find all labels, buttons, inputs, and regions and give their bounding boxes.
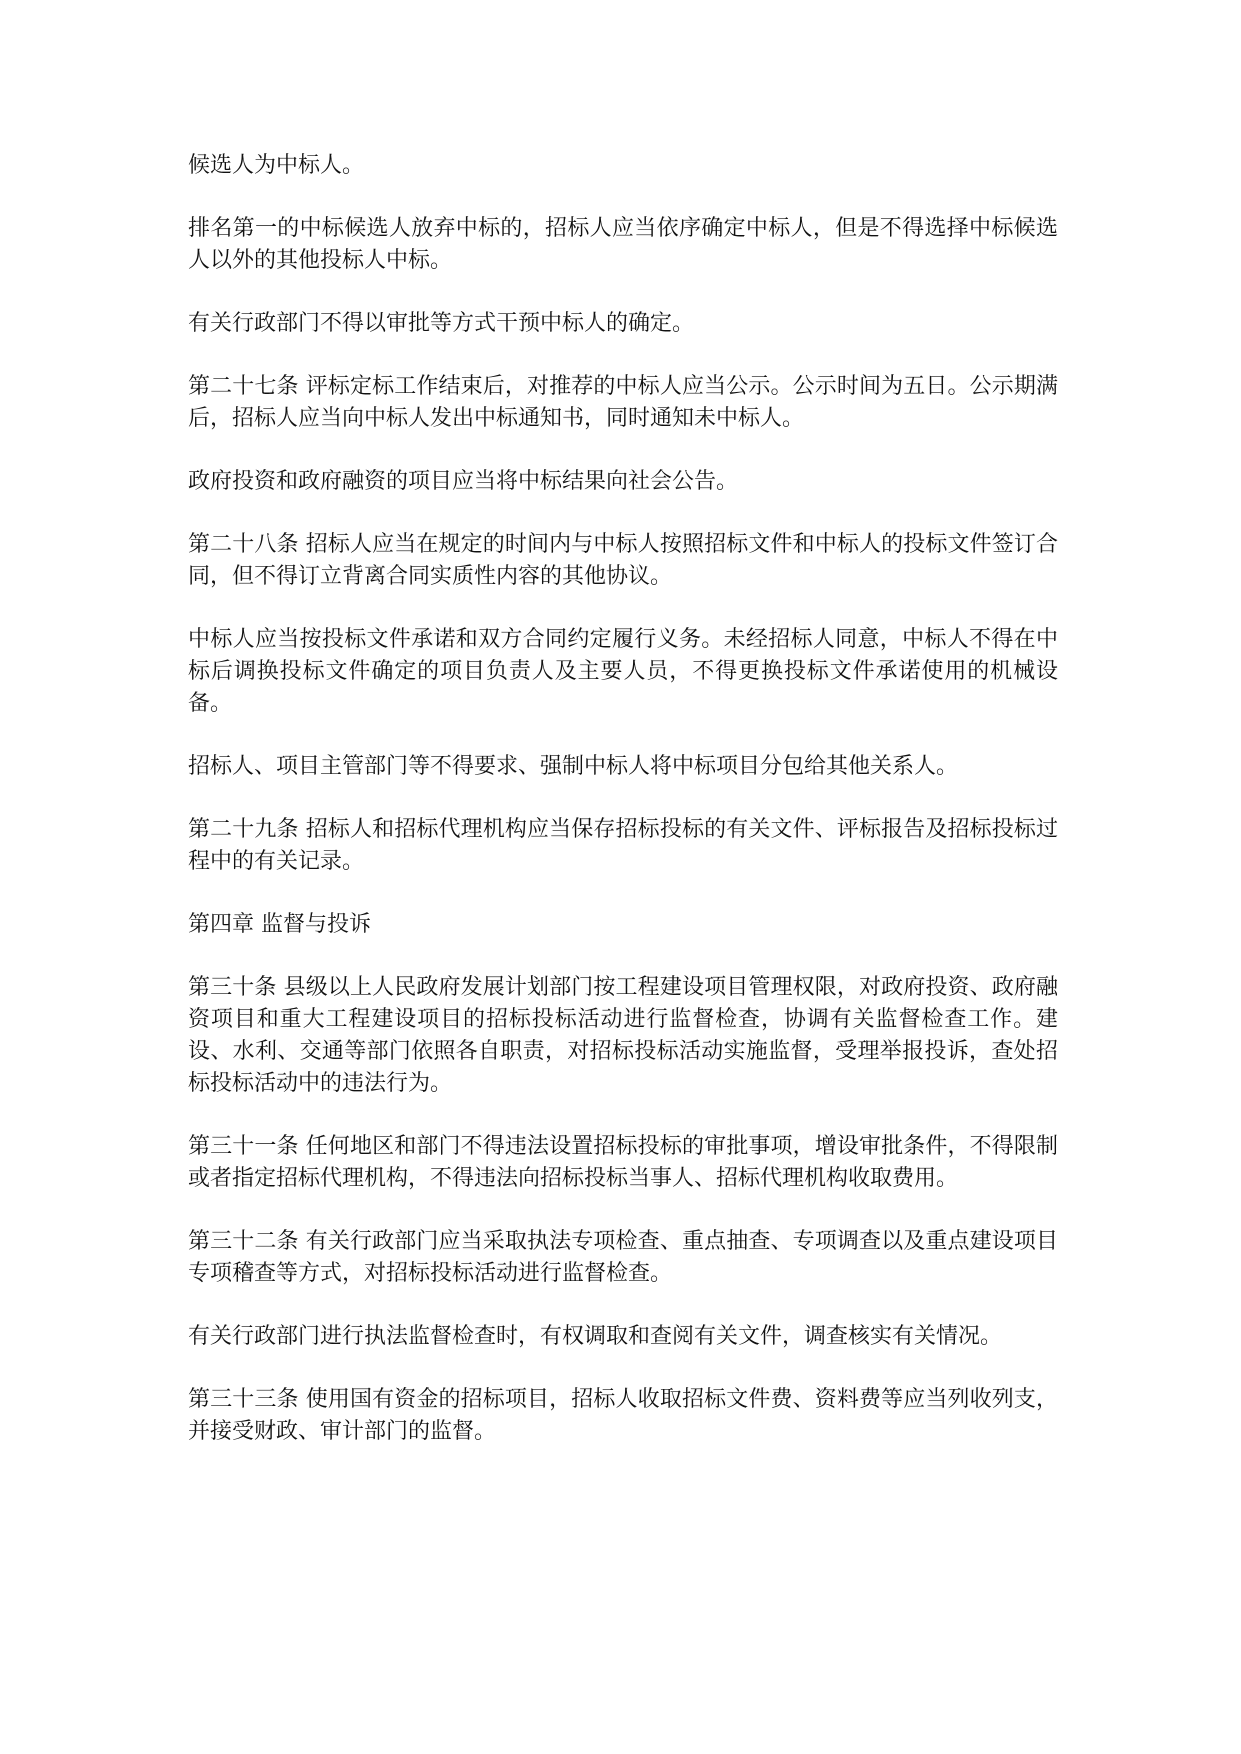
article-31: 第三十一条 任何地区和部门不得违法设置招标投标的审批事项，增设审批条件，不得限制或者指定招标代理机构，不得违法向招标投标当事人、招标代理机构收取费用。: [188, 1134, 1058, 1191]
paragraph-3: 有关行政部门不得以审批等方式干预中标人的确定。: [188, 311, 695, 336]
article-27: 第二十七条 评标定标工作结束后，对推荐的中标人应当公示。公示时间为五日。公示期满后，招标人应当向中标人发出中标通知书，同时通知未中标人。: [188, 374, 1058, 431]
paragraph-7: 中标人应当按投标文件承诺和双方合同约定履行义务。未经招标人同意，中标人不得在中标后调换投标文件确定的项目负责人及主要人员，不得更换投标文件承诺使用的机械设备。: [188, 627, 1058, 716]
paragraph-14: 有关行政部门进行执法监督检查时，有权调取和查阅有关文件，调查核实有关情况。: [188, 1324, 1003, 1349]
article-32: 第三十二条 有关行政部门应当采取执法专项检查、重点抽查、专项调查以及重点建设项目专项稽查等方式，对招标投标活动进行监督检查。: [188, 1229, 1058, 1286]
chapter-4-heading: 第四章 监督与投诉: [188, 912, 371, 937]
paragraph-1: 候选人为中标人。: [188, 153, 365, 178]
article-30: 第三十条 县级以上人民政府发展计划部门按工程建设项目管理权限，对政府投资、政府融资项目和重大工程建设项目的招标投标活动进行监督检查，协调有关监督检查工作。建设、水利、交通等部门依照各自职责，对招标投标活动实施监督，受理举报投诉，查处招标投标活动中的违法行为。: [188, 975, 1058, 1096]
article-33: 第三十三条 使用国有资金的招标项目，招标人收取招标文件费、资料费等应当列收列支，并接受财政、审计部门的监督。: [188, 1387, 1058, 1444]
article-29: 第二十九条 招标人和招标代理机构应当保存招标投标的有关文件、评标报告及招标投标过程中的有关记录。: [188, 817, 1058, 874]
article-28: 第二十八条 招标人应当在规定的时间内与中标人按照招标文件和中标人的投标文件签订合同，但不得订立背离合同实质性内容的其他协议。: [188, 532, 1058, 589]
paragraph-2: 排名第一的中标候选人放弃中标的，招标人应当依序确定中标人，但是不得选择中标候选人以外的其他投标人中标。: [188, 216, 1058, 273]
paragraph-8: 招标人、项目主管部门等不得要求、强制中标人将中标项目分包给其他关系人。: [188, 754, 959, 779]
document-body: [188, 150, 1058, 1479]
paragraph-5: 政府投资和政府融资的项目应当将中标结果向社会公告。: [188, 469, 739, 494]
